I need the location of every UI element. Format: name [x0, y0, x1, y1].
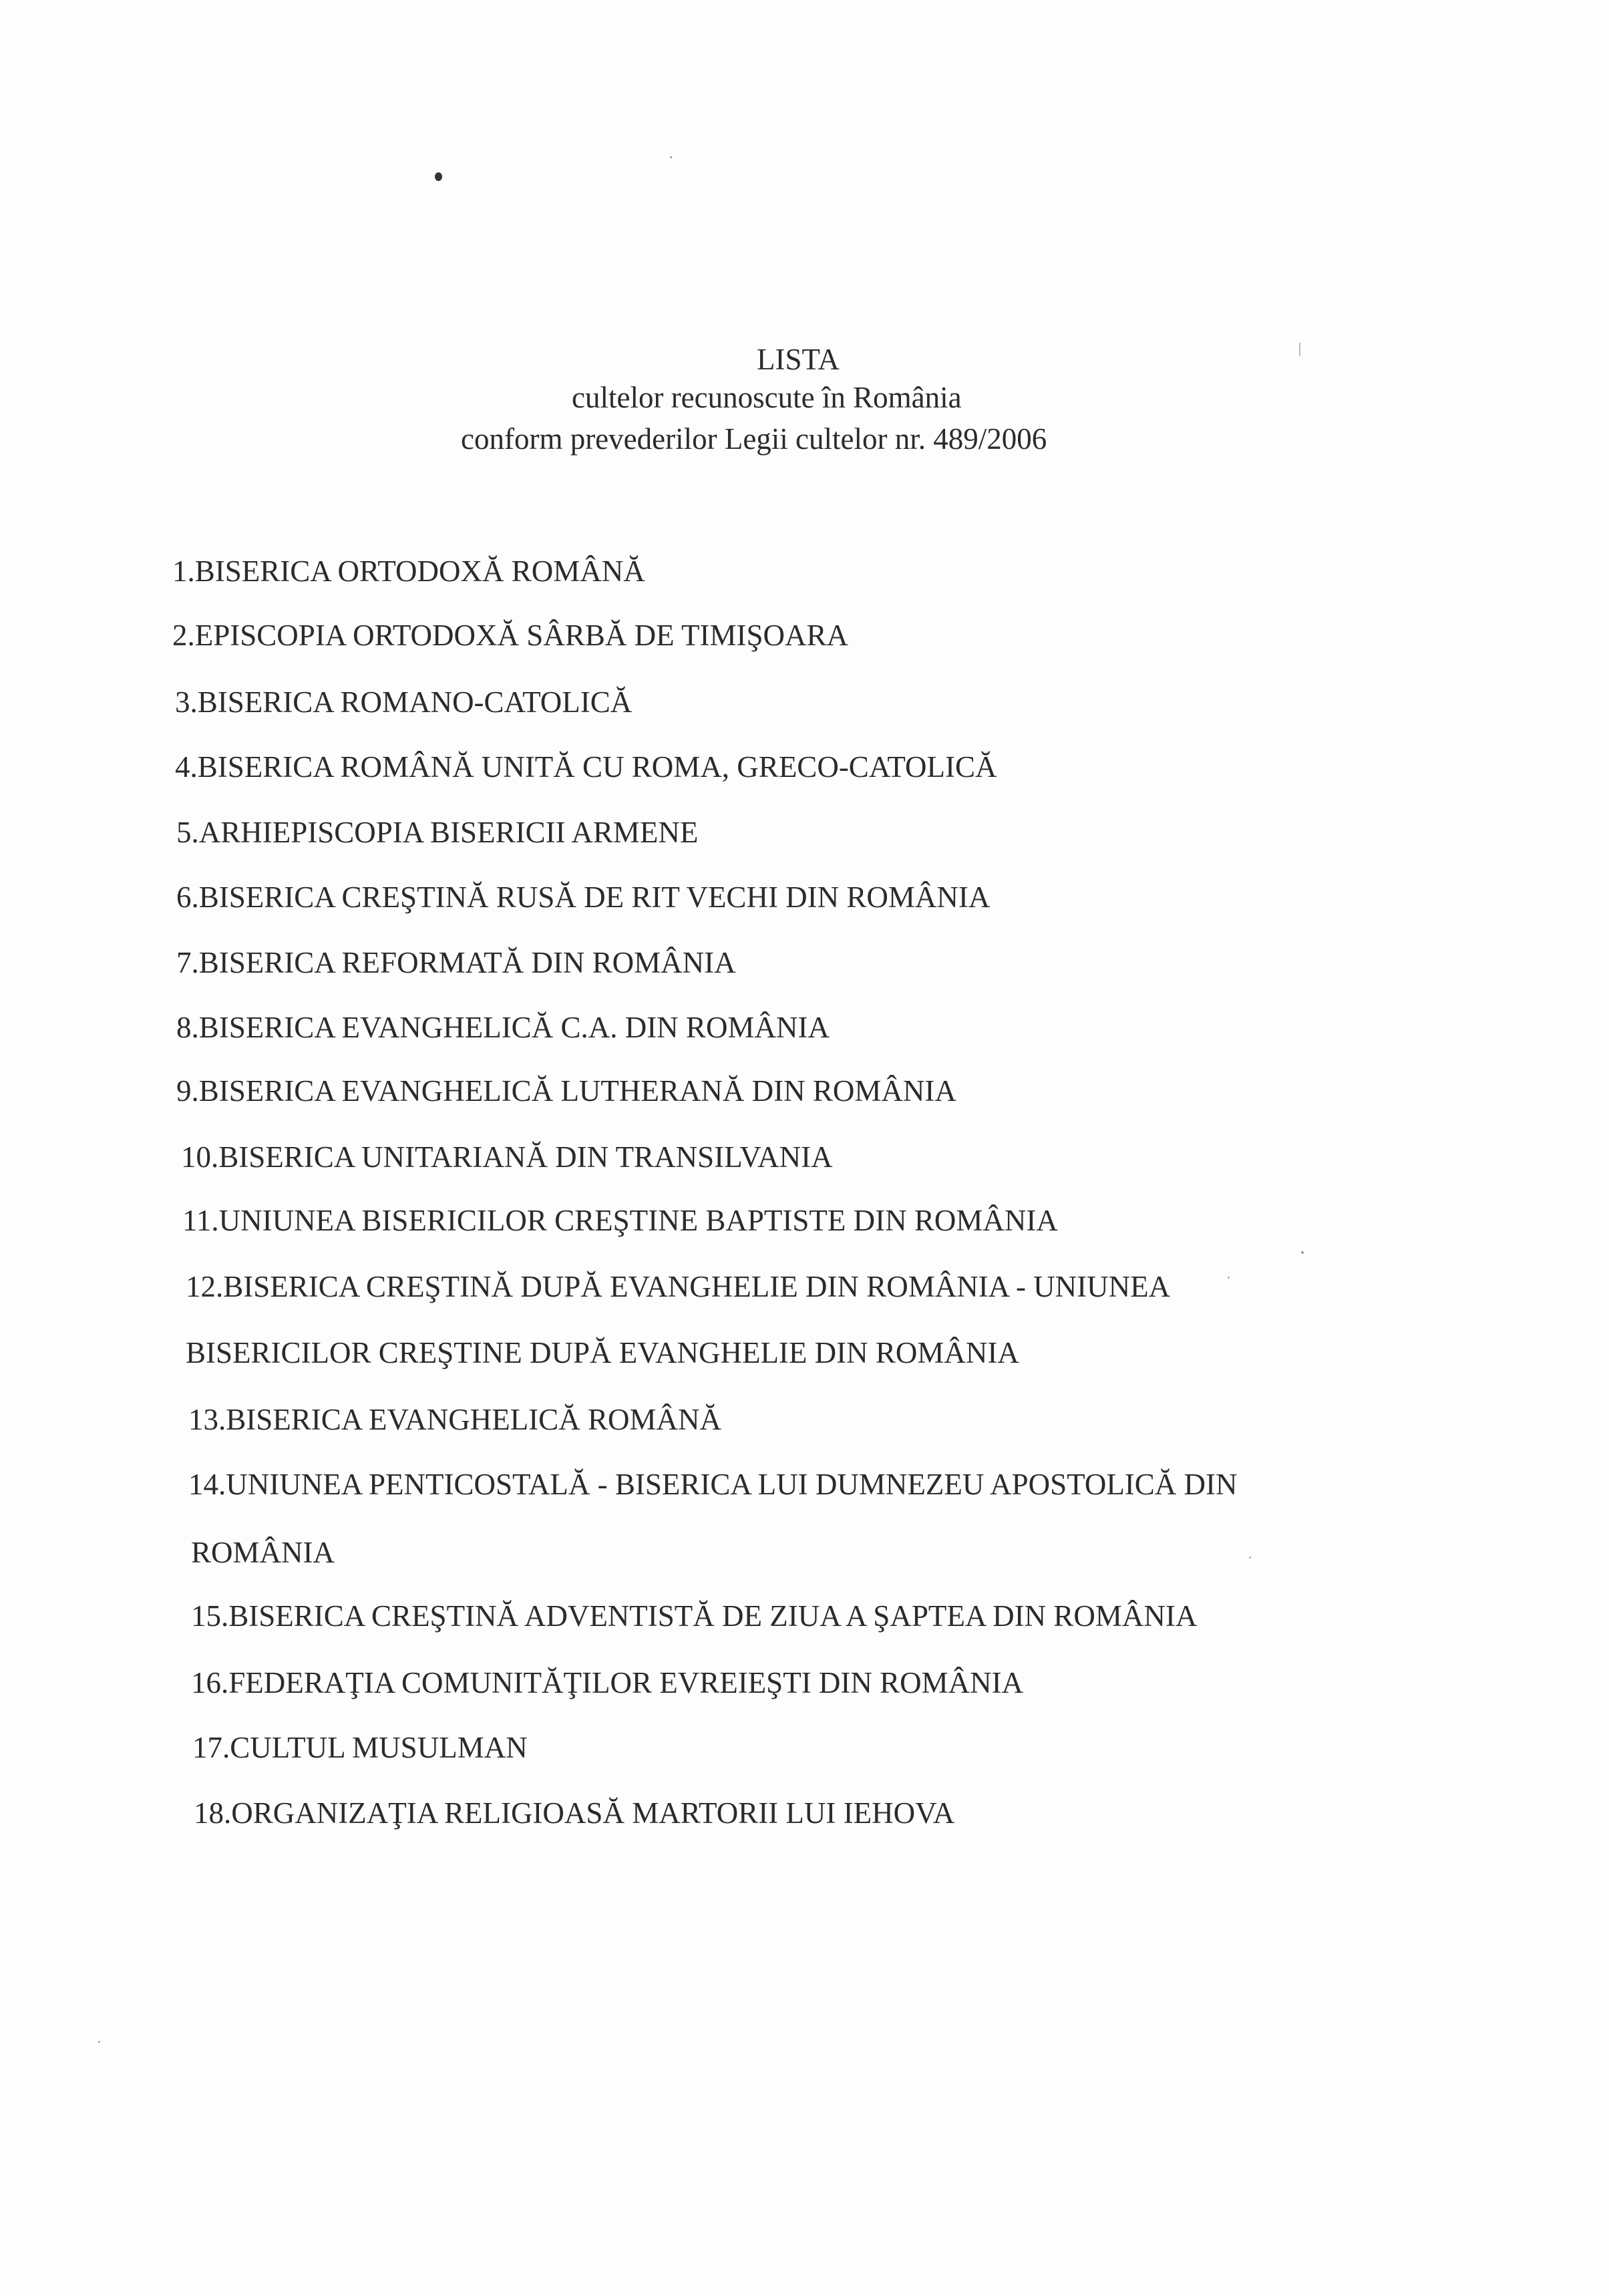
- item-text: BISERICA ROMANO-CATOLICĂ: [197, 685, 633, 719]
- list-item: [194, 1793, 954, 1833]
- list-item: [192, 1728, 528, 1768]
- list-item-continuation: ROMÂNIA: [191, 1536, 335, 1569]
- item-text: UNIUNEA PENTICOSTALĂ - BISERICA LUI DUMNEZEU APOSTOLICĂ DIN: [226, 1468, 1238, 1501]
- item-number: 15.: [191, 1599, 229, 1633]
- item-number: 16.: [191, 1666, 229, 1699]
- list-item: [188, 1464, 1238, 1504]
- item-text: FEDERAŢIA COMUNITĂŢILOR EVREIEŞTI DIN ROMÂNIA: [228, 1666, 1024, 1699]
- list-item: [182, 1200, 1058, 1241]
- item-text: EPISCOPIA ORTODOXĂ SÂRBĂ DE TIMIŞOARA: [194, 619, 849, 652]
- item-text: BISERICA ROMÂNĂ UNITĂ CU ROMA, GRECO-CATOLICĂ: [197, 750, 997, 784]
- item-number: 10.: [181, 1140, 219, 1174]
- list-item: [172, 615, 848, 655]
- item-number: 2.: [172, 619, 195, 652]
- list-item: [176, 1071, 956, 1111]
- item-number: 18.: [194, 1796, 232, 1830]
- item-text: BISERICA EVANGHELICĂ C.A. DIN ROMÂNIA: [198, 1011, 830, 1044]
- item-text: CULTUL MUSULMAN: [230, 1731, 528, 1764]
- list-item: [181, 1137, 833, 1177]
- list-item: [176, 1007, 830, 1047]
- item-number: 6.: [176, 880, 199, 914]
- scan-speck: [1249, 1556, 1251, 1559]
- item-number: 17.: [192, 1731, 230, 1764]
- document-subtitle: cultelor recunoscute în România: [572, 381, 962, 414]
- document-reference: conform prevederilor Legii cultelor nr. 489/2006: [461, 422, 1047, 456]
- item-text: BISERICA CREŞTINĂ RUSĂ DE RIT VECHI DIN ROMÂNIA: [198, 880, 991, 914]
- list-item: [186, 1267, 1170, 1307]
- list-item: [175, 747, 997, 787]
- item-text: BISERICA EVANGHELICĂ LUTHERANĂ DIN ROMÂNIA: [198, 1074, 956, 1108]
- item-text: BISERICA UNITARIANĂ DIN TRANSILVANIA: [218, 1140, 833, 1174]
- item-number: 3.: [175, 685, 198, 719]
- item-text: BISERICA CREŞTINĂ ADVENTISTĂ DE ZIUA A ŞAPTEA DIN ROMÂNIA: [228, 1599, 1198, 1633]
- list-item-continuation: BISERICILOR CREŞTINE DUPĂ EVANGHELIE DIN ROMÂNIA: [186, 1336, 1019, 1369]
- item-number: 4.: [175, 750, 198, 784]
- item-text: ARHIEPISCOPIA BISERICII ARMENE: [198, 816, 699, 849]
- item-text: BISERICA CREŞTINĂ DUPĂ EVANGHELIE DIN ROMÂNIA - UNIUNEA: [223, 1270, 1171, 1303]
- scan-speck: [1301, 1251, 1304, 1254]
- item-text: ORGANIZAŢIA RELIGIOASĂ MARTORII LUI IEHOVA: [231, 1796, 955, 1830]
- item-number: 8.: [176, 1011, 199, 1044]
- scan-speck: [670, 156, 672, 158]
- scan-speck: [435, 172, 442, 181]
- item-text: BISERICA EVANGHELICĂ ROMÂNĂ: [226, 1403, 721, 1436]
- list-item: [176, 877, 990, 917]
- list-item: [172, 551, 645, 591]
- item-number: 11.: [182, 1204, 219, 1237]
- item-number: 12.: [186, 1270, 224, 1303]
- item-number: 5.: [176, 816, 199, 849]
- list-item: [176, 943, 736, 983]
- scan-speck: [98, 2041, 100, 2043]
- list-item: [176, 812, 698, 852]
- scan-speck: [1299, 343, 1300, 356]
- list-item: [188, 1400, 721, 1440]
- item-text: BISERICA ORTODOXĂ ROMÂNĂ: [194, 554, 645, 588]
- list-item: [175, 682, 632, 722]
- item-text: UNIUNEA BISERICILOR CREŞTINE BAPTISTE DIN ROMÂNIA: [218, 1204, 1058, 1237]
- item-number: 14.: [188, 1468, 226, 1501]
- list-item: [191, 1663, 1023, 1703]
- item-number: 1.: [172, 554, 195, 588]
- item-number: 7.: [176, 946, 199, 979]
- item-number: 9.: [176, 1074, 199, 1108]
- document-title: LISTA: [757, 343, 840, 376]
- item-text: BISERICA REFORMATĂ DIN ROMÂNIA: [198, 946, 736, 979]
- scan-speck: [1228, 1277, 1230, 1279]
- list-item: [191, 1596, 1197, 1636]
- item-number: 13.: [188, 1403, 226, 1436]
